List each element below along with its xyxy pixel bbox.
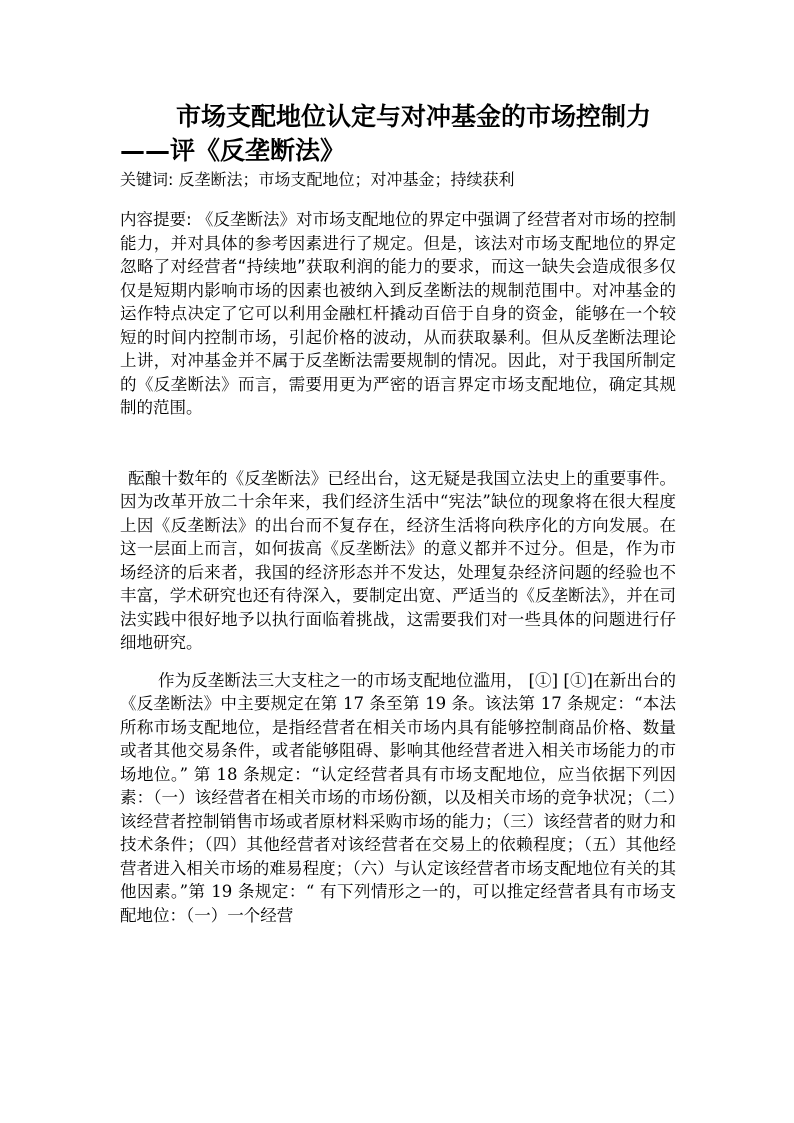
keywords-line: 关键词: 反垄断法；市场支配地位；对冲基金；持续获利: [120, 170, 515, 189]
body-paragraph-1: 酝酿十数年的《反垄断法》已经出台，这无疑是我国立法史上的重要事件。因为改革开放二十余年来，我们经济生活中“宪法”缺位的现象将在很大程度上因《反垄断法》的出台而不复存在，经济生活将向秩序化的方向发展。在这一层面上而言，如何拔高《反垄断法》的意义都并不过分。但是，作为市场经济的后来者，我国的经济形态并不发达，处理复杂经济问题的经验也不丰富，学术研究也还有待深入，要制定出宽、严适当的《反垄断法》，并在司法实践中很好地予以执行面临着挑战，这需要我们对一些具体的问题进行仔细地研究。: [120, 468, 676, 652]
body-paragraph-2: 作为反垄断法三大支柱之一的市场支配地位滥用， [①] [①]在新出台的《反垄断法》中主要规定在第 17 条至第 19 条。该法第 17 条规定：“本法所称市场支配地位，是指经营者在相关市场内具有能够控制商品价格、数量或者其他交易条件，或者能够阻碍、影响其他经营者进入相关市场能力的市场地位。” 第 18 条规定：“认定经营者具有市场支配地位，应当依据下列因素：（一）该经营者在相关市场的市场份额，以及相关市场的竞争状况；（二）该经营者控制销售市场或者原材料采购市场的能力；（三）该经营者的财力和技术条件；（四）其他经营者对该经营者在交易上的依赖程度；（五）其他经营者进入相关市场的难易程度；（六）与认定该经营者市场支配地位有关的其他因素。”第 19 条规定：“ 有下列情形之一的，可以推定经营者具有市场支配地位：（一）一个经营: [120, 670, 676, 925]
document-title: 市场支配地位认定与对冲基金的市场控制力——评《反垄断法》: [120, 102, 652, 165]
abstract-paragraph: 内容提要: 《反垄断法》对市场支配地位的界定中强调了经营者对市场的控制能力，并对具体的参考因素进行了规定。但是，该法对市场支配地位的界定忽略了对经营者“持续地”获取利润的能力的要求，而这一缺失会造成很多仅仅是短期内影响市场的因素也被纳入到反垄断法的规制范围中。对冲基金的运作特点决定了它可以利用金融杠杆撬动百倍于自身的资金，能够在一个较短的时间内控制市场，引起价格的波动，从而获取暴利。但从反垄断法理论上讲，对冲基金并不属于反垄断法需要规制的情况。因此，对于我国所制定的《反垄断法》而言，需要用更为严密的语言界定市场支配地位，确定其规制的范围。: [120, 210, 676, 417]
document-page: [120, 100, 676, 927]
